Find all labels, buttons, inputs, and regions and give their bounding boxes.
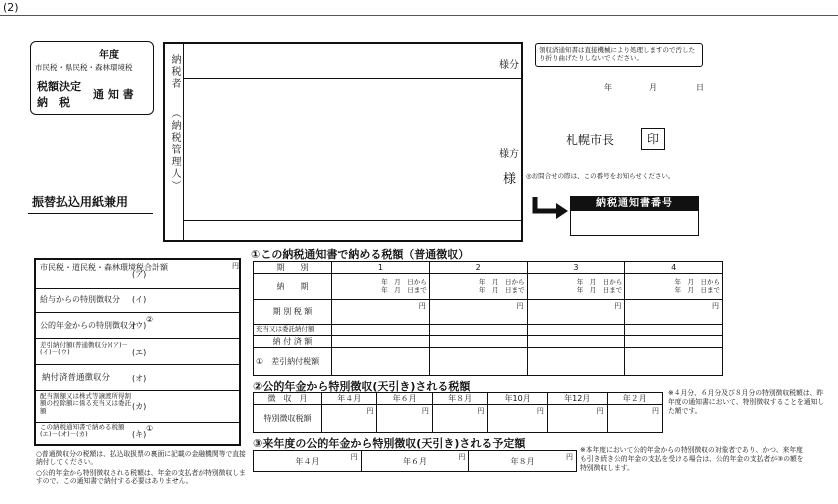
collect-month-label: 徴 収 月 [254, 393, 322, 405]
section3-title: ③来年度の公的年金から特別徴収(天引き)される予定額 [253, 437, 526, 450]
month-1: 年４月 [322, 393, 377, 405]
date-month: 月 [649, 83, 657, 92]
due-to: 年 月 日まで [576, 285, 623, 294]
bottom-note-1: ○普通徴収分の税額は、払込取扱票の裏面に記載の金融機関等で直接納付してください。 [36, 450, 246, 466]
taxpayer-label: 納税者 [169, 54, 180, 90]
next-month-2-label: 年６月 [402, 456, 427, 466]
row-c-label: 公的年金からの特別徴収分 [40, 321, 136, 330]
due-from: 年 月 日から [576, 278, 623, 287]
period-label: 期 別 [254, 262, 332, 274]
diff-2 [429, 347, 527, 375]
transfer-3 [527, 324, 625, 335]
row-c-code: (ウ) [132, 321, 147, 330]
special-tax-5 [547, 405, 607, 433]
top-rule [0, 15, 838, 16]
yen-mark: 円 [652, 407, 659, 415]
left-rule-3 [36, 338, 239, 339]
diff-1 [332, 347, 430, 375]
row-b-code: (イ) [132, 295, 147, 304]
row-a-code: (ア) [132, 270, 147, 279]
due-4 [625, 274, 723, 300]
section3-table [253, 450, 577, 472]
diff-4 [625, 347, 723, 375]
figure-number: (2) [3, 1, 19, 14]
notice-number-box [570, 196, 699, 236]
arrow-icon [532, 197, 570, 225]
row-e-label: 納付済普通徴収分 [42, 373, 111, 383]
month-3: 年８月 [432, 393, 487, 405]
next-month-2 [361, 451, 469, 472]
yen-mark: 円 [350, 453, 358, 461]
left-rule-2 [36, 312, 239, 313]
period-tax-4 [625, 300, 723, 324]
period-tax-label: 期 別 税 額 [254, 300, 332, 324]
next-month-1-label: 年４月 [295, 456, 320, 466]
section1-table [253, 261, 723, 376]
transfer-4 [625, 324, 723, 335]
due-to: 年 月 日まで [674, 285, 720, 294]
paid-label: 納 付 済 額 [254, 335, 332, 347]
receipt-note: 領収済通知書は直接機械により処理しますので汚したり折り曲げたりしないでください。 [535, 43, 703, 67]
row-d-label: 差引納付額(普通徴収分)(ア)－(イ)－(ウ) [40, 341, 129, 357]
diff-label: ① 差引納付税額 [254, 347, 332, 375]
left-table [34, 258, 241, 446]
special-tax-3 [432, 405, 487, 433]
due-to: 年 月 日まで [381, 285, 427, 294]
row-g-label: この納税通知書で納める税額(エ)－(オ)－(カ) [40, 423, 125, 439]
yen-mark: 円 [566, 453, 573, 461]
tax-names: 市民税・県民税・森林環境税 [35, 63, 133, 72]
title-line1: 税額決定 [37, 80, 81, 93]
yen-mark: 円 [458, 453, 466, 461]
transfer-1 [332, 324, 430, 335]
transfer-2 [429, 324, 527, 335]
period-1: 1 [332, 262, 430, 274]
taxpayer-rule-1 [183, 78, 521, 79]
row-f-code: (カ) [132, 402, 147, 411]
fiscal-year-label: 年度 [99, 50, 119, 61]
month-4: 年10月 [488, 393, 548, 405]
period-2: 2 [429, 262, 527, 274]
diff-3 [527, 347, 625, 375]
yen-mark: 円 [596, 407, 604, 415]
title-box [30, 41, 154, 115]
row-c-marker: ② [146, 315, 154, 324]
left-rule-1 [36, 288, 239, 289]
row-f-label: 配当割額又は株式等譲渡所得割額の控除額に係る充当又は委託額 [40, 392, 131, 415]
section1-title: ①この納税通知書で納める税額（普通徴収） [251, 248, 470, 261]
sama: 様 [503, 172, 517, 187]
inquiry-note: ◎お問合せの際は、この番号をお知らせください。 [526, 172, 675, 180]
section2-title: ②公的年金から特別徴収(天引き)される税額 [253, 380, 471, 393]
due-from: 年 月 日から [674, 278, 720, 287]
due-from: 年 月 日から [381, 278, 427, 287]
paid-4 [625, 335, 723, 347]
due-label: 納 期 [254, 274, 332, 300]
paid-1 [332, 335, 430, 347]
transfer-rule [28, 213, 153, 214]
section2-note: ※４月分、６月分及び８月分の特別徴収税額は、昨年度の通知書において、特別徴収することを通知した額です。 [668, 389, 825, 416]
taxpayer-rule-2 [183, 220, 521, 221]
title-line2: 納 税 [37, 96, 70, 109]
paid-2 [429, 335, 527, 347]
taxpayer-divider [183, 44, 184, 240]
yen-mark: 円 [614, 302, 622, 311]
special-tax-1 [322, 405, 377, 433]
due-from: 年 月 日から [479, 278, 525, 287]
transfer-form-label: 振替払込用紙兼用 [32, 195, 129, 209]
period-4: 4 [625, 262, 723, 274]
seal-box: 印 [641, 128, 665, 150]
notice-number-label: 納税通知書番号 [571, 197, 698, 211]
yen-mark: 円 [516, 302, 524, 311]
section3-note: ※本年度において公的年金からの特別徴収の対象者であり、かつ、来年度も引き続き公的年金の支払を受ける場合は、公的年金の支払者が③の額を特別徴収します。 [580, 446, 804, 473]
taxpayer-box [163, 42, 523, 242]
due-3 [527, 274, 625, 300]
left-rule-4 [36, 364, 239, 365]
month-6: 年２月 [607, 393, 662, 405]
period-tax-2 [429, 300, 527, 324]
month-2: 年６月 [377, 393, 432, 405]
paid-3 [527, 335, 625, 347]
sama-bun: 様分 [499, 60, 519, 71]
mayor-label: 札幌市長 [566, 133, 615, 147]
period-tax-1 [332, 300, 430, 324]
section2-table [253, 392, 663, 433]
row-e-code: (オ) [132, 374, 147, 383]
special-tax-label: 特別徴収税額 [254, 405, 322, 433]
period-3: 3 [527, 262, 625, 274]
due-2 [429, 274, 527, 300]
row-g-marker: ① [146, 424, 154, 433]
yen-mark: 円 [477, 407, 485, 415]
due-to: 年 月 日まで [479, 285, 525, 294]
month-5: 年12月 [547, 393, 607, 405]
period-tax-3 [527, 300, 625, 324]
yen-mark: 円 [421, 407, 429, 415]
next-month-3-label: 年８月 [510, 456, 535, 466]
transfer-label: 充当又は委託納付額 [254, 324, 332, 335]
next-month-1 [254, 451, 362, 472]
yen-mark: 円 [536, 407, 544, 415]
special-tax-2 [377, 405, 432, 433]
row-a-yen: 円 [232, 262, 239, 270]
left-rule-5 [36, 390, 239, 391]
row-a-label: 市民税・道民税・森林環境税合計額 [40, 263, 168, 272]
date-day: 日 [696, 83, 704, 92]
date-year: 年 [604, 83, 612, 92]
taxpayer-manager-label: （納税管理人） [169, 108, 180, 192]
row-b-label: 給与からの特別徴収分 [40, 295, 120, 304]
special-tax-6 [607, 405, 662, 433]
next-month-3 [469, 451, 577, 472]
due-1 [332, 274, 430, 300]
bottom-note-2: ○公的年金から特別徴収される税額は、年金の支払者が特別徴収しますので、この通知書で納付する必要はありません。 [36, 469, 246, 485]
row-d-code: (エ) [132, 348, 147, 357]
title-notice: 通 知 書 [93, 88, 134, 101]
row-g-code: (キ) [132, 430, 147, 439]
sama-kata: 様方 [499, 149, 519, 160]
yen-mark: 円 [712, 302, 719, 311]
special-tax-4 [488, 405, 548, 433]
yen-mark: 円 [418, 302, 426, 311]
yen-mark: 円 [366, 407, 374, 415]
